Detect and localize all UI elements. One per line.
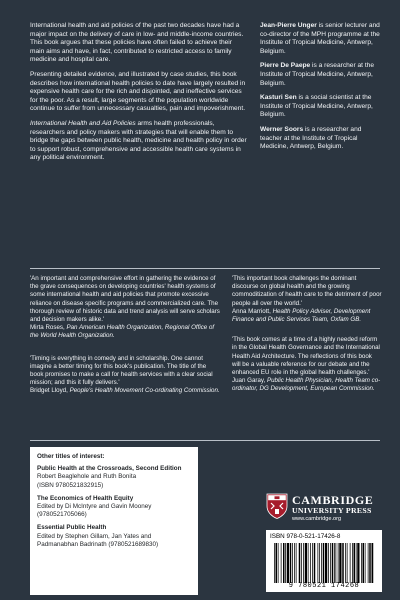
book-title-inline: International Health and Aid Policies bbox=[30, 119, 136, 127]
quote-text: 'Timing is everything in comedy and in scholarship. One cannot imagine a better timing for this book's publication. The title of the book promises to make a call for health services with a clear social mission; and this it fully delivers.' bbox=[30, 354, 213, 387]
other-title-item bbox=[37, 495, 191, 520]
quote-attribution bbox=[30, 387, 220, 395]
quote-author: Mirta Roses, bbox=[30, 324, 67, 332]
quote-affiliation: Pan American Health Organization, Regional Office of the World Health Organization. bbox=[30, 324, 215, 340]
author-name: Pierre De Paepe bbox=[260, 62, 311, 70]
other-titles-heading: Other titles of interest: bbox=[37, 453, 105, 460]
other-title-name: Essential Public Health bbox=[37, 524, 107, 532]
author-bios bbox=[260, 22, 380, 158]
other-title-line: Edited by Stephen Gillam, Jan Yates and bbox=[37, 532, 152, 540]
quote-attribution bbox=[232, 308, 382, 324]
other-title-line: (ISBN 9780521832915) bbox=[37, 481, 104, 489]
isbn-barcode bbox=[266, 530, 382, 592]
endorsement-quote bbox=[30, 355, 220, 396]
quote-text: 'This important book challenges the dominant discourse on global health and the growing commoditization of health care to the detriment of poor people all over the world.' bbox=[232, 275, 382, 307]
description-paragraph-2: Presenting detailed evidence, and illustrated by case studies, this book describes how international health policies to date have largely resulted in expensive health care for the rich and disjointed, and ineffective services for the poor. As a result, large segments of the population worldwide continue to suffer from unnecessary casualties, pain and impoverishment. bbox=[30, 70, 246, 113]
publisher-url: www.cambridge.org bbox=[292, 516, 342, 522]
author-name: Werner Soors bbox=[260, 125, 304, 133]
author-bio bbox=[260, 126, 380, 152]
quote-affiliation: People's Health Movement Co-ordinating Commission. bbox=[69, 387, 220, 395]
author-bio-text: is senior lecturer and co-director of the MPH programme at the Institute of Tropical Medicine, Antwerp, Belgium. bbox=[260, 22, 380, 55]
author-bio bbox=[260, 94, 380, 120]
author-bio bbox=[260, 62, 380, 88]
author-name: Jean-Pierre Unger bbox=[260, 22, 317, 29]
quote-attribution bbox=[30, 324, 220, 340]
author-bio-text: is a researcher at the Institute of Tropical Medicine, Antwerp, Belgium. bbox=[260, 62, 374, 87]
isbn-label: ISBN 978-0-521-17426-8 bbox=[270, 533, 341, 540]
description-paragraph-1: International health and aid policies of the past two decades have had a major impact on the delivery of care in low- and middle-income countries. This book argues that these policies have often failed to achieve their main aims and have, in fact, contributed to restricted access to family medicine and hospital care. bbox=[30, 22, 244, 64]
quote-author: Anna Marriott, bbox=[232, 307, 273, 315]
cambridge-shield-icon bbox=[266, 493, 288, 519]
quote-affiliation: Health Policy Adviser, Development Finance and Public Services Team, Oxfam GB. bbox=[232, 307, 371, 324]
author-name: Kasturi Sen bbox=[260, 94, 297, 102]
barcode-digits: 9 780521 174268 bbox=[288, 582, 360, 590]
other-title-line: Padmanabhan Badrinath (9780521689830) bbox=[37, 540, 159, 548]
publisher-press: UNIVERSITY PRESS bbox=[292, 506, 372, 515]
other-title-line: Edited by Di McIntyre and Gavin Mooney bbox=[37, 503, 152, 511]
other-title-item bbox=[37, 465, 191, 490]
endorsement-quote bbox=[232, 336, 382, 393]
description-paragraph-3 bbox=[30, 120, 248, 163]
author-bio bbox=[260, 22, 380, 56]
quote-attribution bbox=[232, 377, 382, 393]
book-description bbox=[30, 22, 248, 169]
barcode-bars-icon bbox=[274, 543, 374, 583]
quotes-left-column bbox=[30, 275, 220, 406]
divider-top bbox=[30, 268, 380, 269]
other-title-name: Public Health at the Crossroads, Second Edition bbox=[37, 465, 182, 473]
quote-author: Juan Garay, bbox=[232, 377, 267, 385]
other-titles-box bbox=[30, 447, 198, 595]
quote-text: 'An important and comprehensive effort in gathering the evidence of the grave consequences on developing countries' health systems of some international health and aid policies that promote excessive reliance on disease specific programs and commercialized care. The thorough review of historic data and trend analysis will serve scholars and decision makers alike.' bbox=[30, 275, 220, 324]
endorsement-quote bbox=[232, 275, 382, 324]
other-title-line: Robert Beaglehole and Ruth Bonita bbox=[37, 473, 137, 481]
other-title-name: The Economics of Health Equity bbox=[37, 494, 134, 502]
endorsement-quote bbox=[30, 275, 220, 341]
quote-author: Bridget Lloyd, bbox=[30, 387, 70, 395]
author-bio-text: is a researcher and teacher at the Institute of Tropical Medicine, Antwerp, Belgium. bbox=[260, 125, 362, 151]
quotes-right-column bbox=[232, 275, 382, 404]
description-paragraph-3-rest: arms health professionals, researchers and policy makers with strategies that will enable them to bridge the gaps between public health, medicine and health policy in order to support robust, comprehensive and accessible health care systems in any political environment. bbox=[30, 119, 247, 162]
publisher-wordmark bbox=[292, 494, 382, 523]
author-bio-text: is a social scientist at the Institute of Tropical Medicine, Antwerp, Belgium. bbox=[260, 94, 373, 119]
divider-bottom bbox=[30, 440, 380, 441]
other-title-item bbox=[37, 524, 191, 549]
other-title-line: (9780521705066) bbox=[37, 511, 87, 519]
quote-text: 'This book comes at a time of a highly needed reform in the Global Health Governance and the International Health Aid Architecture. The reflections of this book will be a valuable reference for our debate and the enhanced EU role in the global health challenges.' bbox=[232, 336, 380, 377]
quote-affiliation: Public Health Physician, Health Team co-ordinator, DG Development, European Commission. bbox=[232, 377, 381, 393]
publisher-name: CAMBRIDGE bbox=[292, 493, 374, 507]
